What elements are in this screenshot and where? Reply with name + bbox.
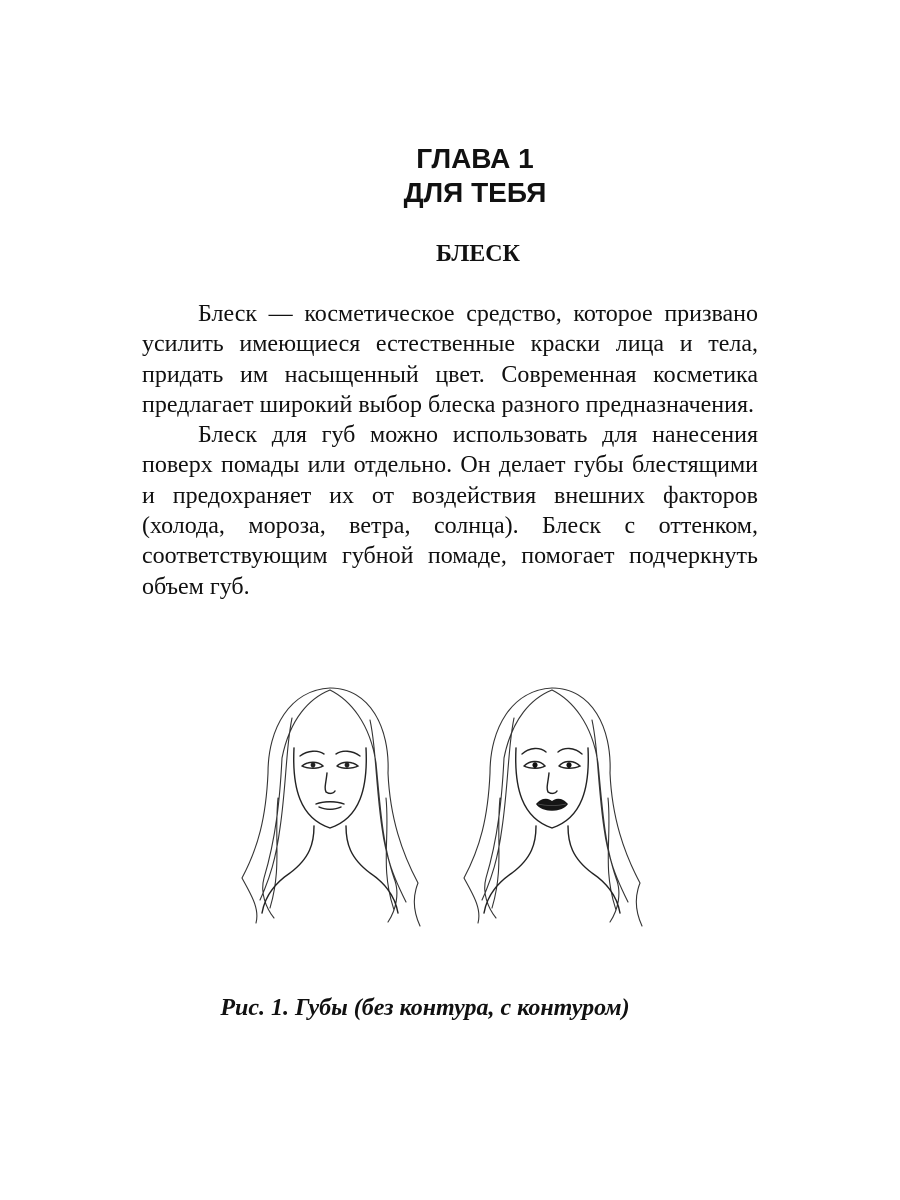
figure-caption: Рис. 1. Губы (без контура, с контуром): [220, 995, 630, 1021]
portrait-with-contour: [464, 688, 642, 926]
paragraph-2: Блеск для губ можно использовать для нанесения поверх помады или отдельно. Он делает губы блестящими и предохраняет их от воздействия внешних факторов (холода, мороза, ветра, солнца). Блеск с оттенком, соответствующим губной помаде, помогает подчеркнуть объем губ.: [142, 422, 758, 600]
figure-illustration: [230, 678, 650, 938]
section-title: БЛЕСК: [436, 241, 520, 267]
chapter-title: ДЛЯ ТЕБЯ: [403, 177, 547, 208]
chapter-heading: [0, 142, 900, 210]
body-text: [142, 299, 758, 602]
portrait-without-contour: [242, 688, 420, 926]
chapter-number: ГЛАВА 1: [416, 143, 534, 174]
paragraph-1: Блеск — косметическое средство, которое призвано усилить имеющиеся естественные краски лица и тела, придать им насыщенный цвет. Современная косметика предлагает широкий выбор блеска разного предназначения.: [142, 301, 758, 418]
portraits-drawing: [230, 678, 650, 938]
